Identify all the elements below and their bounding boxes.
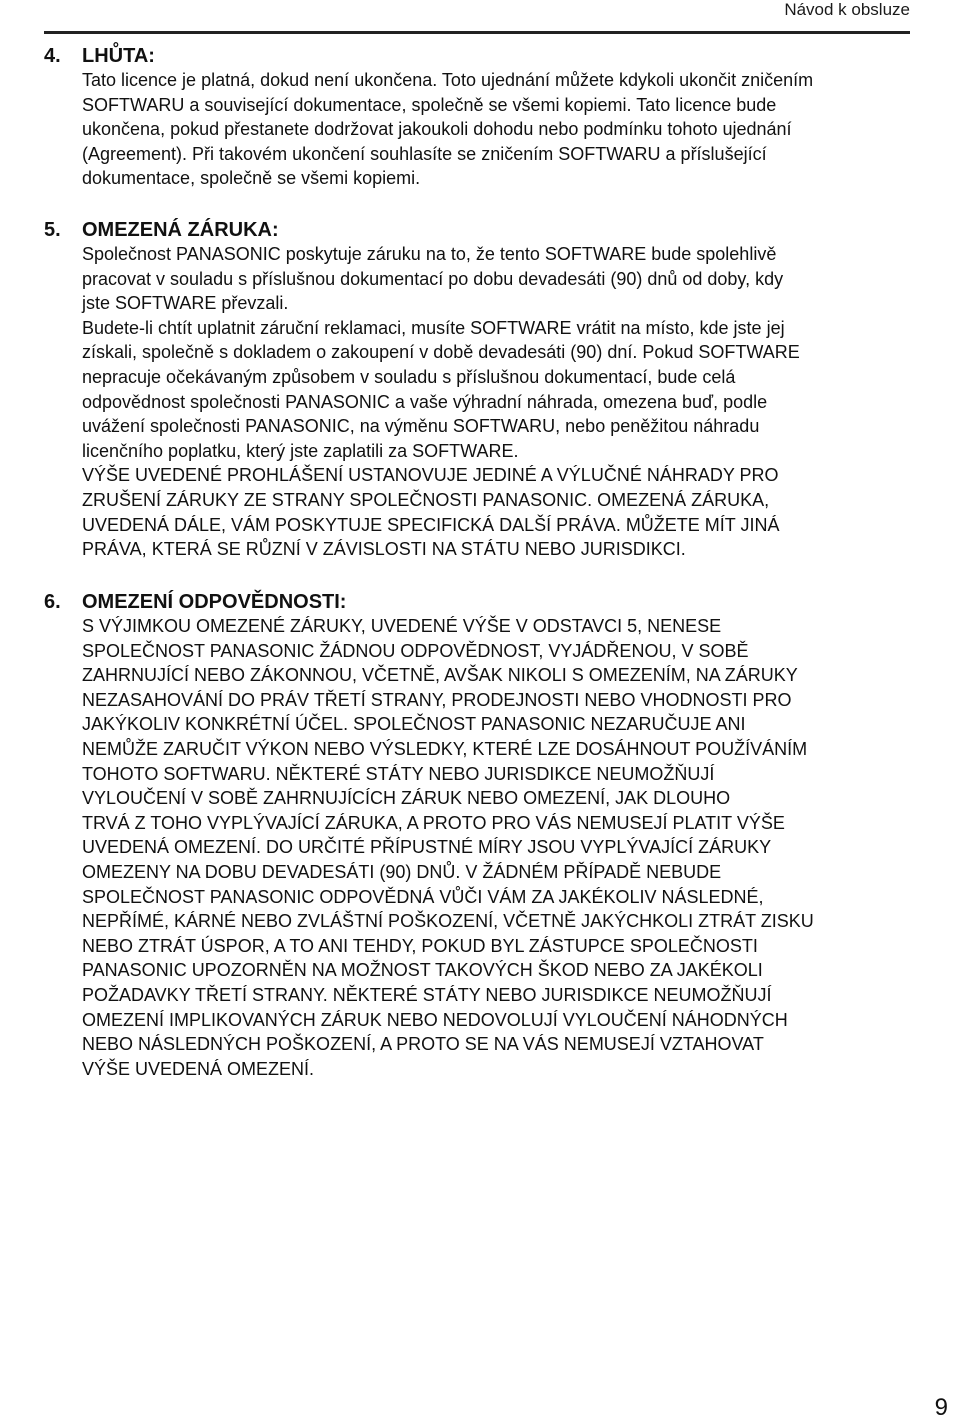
section-heading [44, 44, 914, 68]
section-number: 5. [44, 219, 61, 241]
section-paragraph: Tato licence je platná, dokud není ukončena. Toto ujednání můžete kdykoli ukončit zničením SOFTWARU a související dokumentace, společně se všemi kopiemi. Tato licence bude ukončena, pokud přestanete dodržovat jakoukoli dohodu nebo podmínku tohoto ujednání (Agreement). Při takovém ukončení souhlasíte se zničením SOFTWARU a příslušející dokumentace, společně se všemi kopiemi. [82, 70, 814, 189]
section-limited-warranty [44, 218, 914, 562]
page-number: 9 [934, 1394, 948, 1421]
section-paragraph: VÝŠE UVEDENÉ PROHLÁŠENÍ USTANOVUJE JEDINÉ A VÝLUČNÉ NÁHRADY PRO ZRUŠENÍ ZÁRUKY ZE STRANY SPOLEČNOSTI PANASONIC. OMEZENÁ ZÁRUKA, UVEDENÁ DÁLE, VÁM POSKYTUJE SPECIFICKÁ DALŠÍ PRÁVA. MŮŽETE MÍT JINÁ PRÁVA, KTERÁ SE RŮZNÍ V ZÁVISLOSTI NA STÁTU NEBO JURISDIKCI. [82, 465, 780, 560]
section-term [44, 44, 914, 191]
section-number: 4. [44, 45, 61, 67]
section-limitation-of-liability [44, 590, 914, 1081]
section-title: OMEZENÁ ZÁRUKA: [82, 219, 279, 241]
section-heading [44, 590, 914, 614]
running-header: Návod k obsluze [784, 0, 910, 19]
header-rule [44, 31, 910, 34]
section-title: OMEZENÍ ODPOVĚDNOSTI: [82, 591, 347, 613]
section-title: LHŮTA: [82, 45, 155, 67]
section-paragraph: Budete-li chtít uplatnit záruční reklamaci, musíte SOFTWARE vrátit na místo, kde jste jej získali, společně s dokladem o zakoupení v době devadesáti (90) dní. Pokud SOFTWARE nepracuje očekávaným způsobem v souladu s příslušnou dokumentací, bude celá odpovědnost společnosti PANASONIC a vaše výhradní náhrada, omezena buď, podle uvážení společnosti PANASONIC, na výměnu SOFTWARU, nebo peněžitou náhradu licenčního poplatku, který jste zaplatili za SOFTWARE. [82, 317, 800, 461]
section-heading [44, 218, 914, 242]
section-paragraph: S VÝJIMKOU OMEZENÉ ZÁRUKY, UVEDENÉ VÝŠE V ODSTAVCI 5, NENESE SPOLEČNOST PANASONIC ŽÁDNOU ODPOVĚDNOST, VYJÁDŘENOU, V SOBĚ ZAHRNUJÍCÍ NEBO ZÁKONNOU, VČETNĚ, AVŠAK NIKOLI S OMEZENÍM, NA ZÁRUKY NEZASAHOVÁNÍ DO PRÁV TŘETÍ STRANY, PRODEJNOSTI NEBO VHODNOSTI PRO JAKÝKOLIV KONKRÉTNÍ ÚČEL. SPOLEČNOST PANASONIC NEZARUČUJE ANI NEMŮŽE ZARUČIT VÝKON NEBO VÝSLEDKY, KTERÉ LZE DOSÁHNOUT POUŽÍVÁNÍM TOHOTO SOFTWARU. NĚKTERÉ STÁTY NEBO JURISDIKCE NEUMOŽŇUJÍ VYLOUČENÍ V SOBĚ ZAHRNUJÍCÍCH ZÁRUK NEBO OMEZENÍ, JAK DLOUHO TRVÁ Z TOHO VYPLÝVAJÍCÍ ZÁRUKA, A PROTO PRO VÁS NEMUSEJÍ PLATIT VÝŠE UVEDENÁ OMEZENÍ. DO URČITÉ PŘÍPUSTNÉ MÍRY JSOU VYPLÝVAJÍCÍ ZÁRUKY OMEZENY NA DOBU DEVADESÁTI (90) DNŮ. V ŽÁDNÉM PŘÍPADĚ NEBUDE SPOLEČNOST PANASONIC ODPOVĚDNÁ VŮČI VÁM ZA JAKÉKOLIV NÁSLEDNÉ, NEPŘÍMÉ, KÁRNÉ NEBO ZVLÁŠTNÍ POŠKOZENÍ, VČETNĚ JAKÝCHKOLI ZTRÁT ZISKU NEBO ZTRÁT ÚSPOR, A TO ANI TEHDY, POKUD BYL ZÁSTUPCE SPOLEČNOSTI PANASONIC UPOZORNĚN NA MOŽNOST TAKOVÝCH ŠKOD NEBO ZA JAKÉKOLI POŽADAVKY TŘETÍ STRANY. NĚKTERÉ STÁTY NEBO JURISDIKCE NEUMOŽŇUJÍ OMEZENÍ IMPLIKOVANÝCH ZÁRUK NEBO NEDOVOLUJÍ VYLOUČENÍ NÁHODNÝCH NEBO NÁSLEDNÝCH POŠKOZENÍ, A PROTO SE NA VÁS NEMUSEJÍ VZTAHOVAT VÝŠE UVEDENÁ OMEZENÍ. [82, 616, 814, 1079]
section-number: 6. [44, 591, 61, 613]
section-paragraph: Společnost PANASONIC poskytuje záruku na to, že tento SOFTWARE bude spolehlivě pracovat v souladu s příslušnou dokumentací po dobu devadesáti (90) dnů od doby, kdy jste SOFTWARE převzali. [82, 244, 784, 314]
